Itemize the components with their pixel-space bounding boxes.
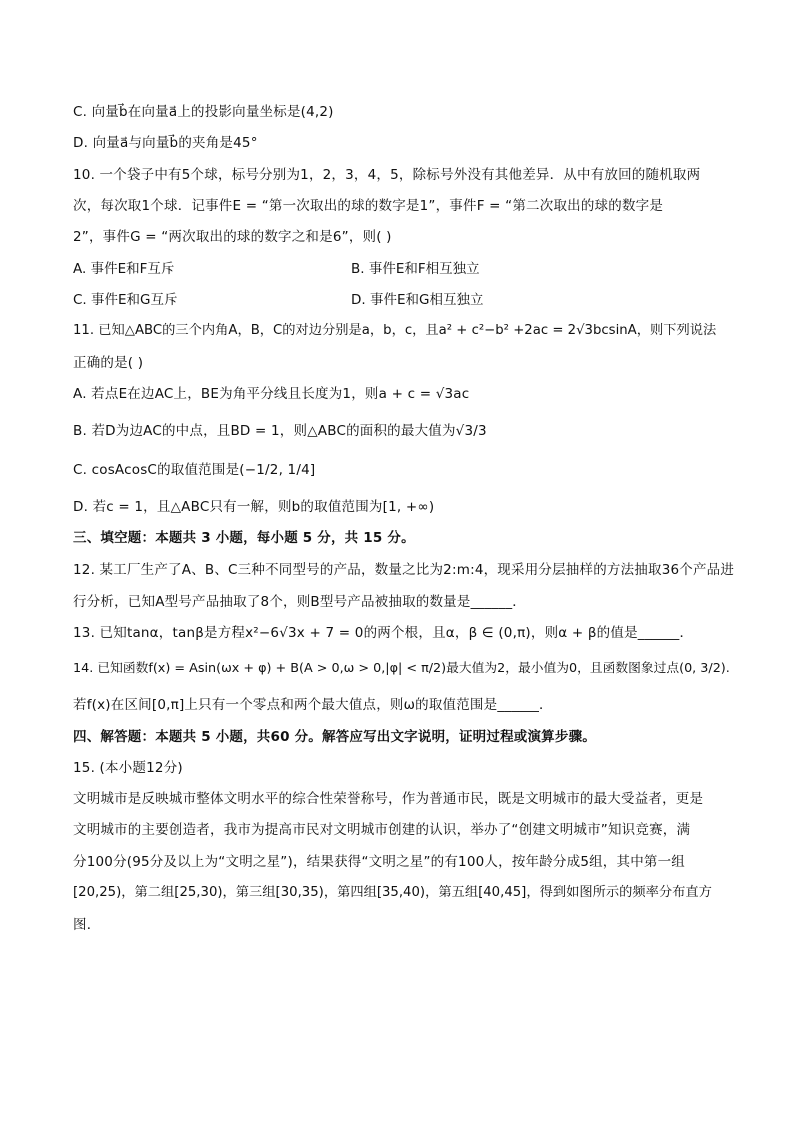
q11-stem-line2: 正确的是( ) [73,355,144,371]
section-fill-in-heading: 三、填空题：本题共 3 小题，每小题 5 分，共 15 分。 [73,530,415,546]
q10-option-c: C. 事件E和G互斥 [73,292,178,308]
q10-stem-line2: 次，每次取1个球．记事件E = “第一次取出的球的数字是1”，事件F = “第二次取出的球的数字是 [73,198,664,214]
q10-stem-line1: 10. 一个袋子中有5个球，标号分别为1，2，3，4，5，除标号外没有其他差异．从中有放回的随机取两 [73,167,701,183]
q12-line1: 12. 某工厂生产了A、B、C三种不同型号的产品，数量之比为2:m:4，现采用分层抽样的方法抽取36个产品进 [73,562,735,578]
q11-option-b: B. 若D为边AC的中点，且BD = 1，则△ABC的面积的最大值为√3/3 [73,423,487,439]
q11-option-c: C. cosAcosC的取值范围是(−1/2, 1/4] [73,462,316,478]
q11-option-d: D. 若c = 1，且△ABC只有一解，则b的取值范围为[1, +∞) [73,499,435,515]
q15-para-line4: [20,25)，第二组[25,30)，第三组[30,35)，第四组[35,40)，第五组[40,45]，得到如图所示的频率分布直方 [73,885,712,900]
section-answer-heading: 四、解答题：本题共 5 小题，共60 分。解答应写出文字说明，证明过程或演算步骤。 [73,729,596,745]
q10-option-b: B. 事件E和F相互独立 [351,261,480,277]
q15-para-line1: 文明城市是反映城市整体文明水平的综合性荣誉称号，作为普通市民，既是文明城市的最大受益者，更是 [73,791,704,807]
q15-para-line5: 图． [73,917,101,933]
q10-stem-line3: 2”，事件G = “两次取出的球的数字之和是6”，则( ) [73,229,392,245]
q10-option-d: D. 事件E和G相互独立 [351,292,484,308]
q10-option-a: A. 事件E和F互斥 [73,261,175,277]
q12-line2: 行分析，已知A型号产品抽取了8个，则B型号产品被抽取的数量是______． [73,594,526,610]
q15-heading: 15. (本小题12分) [73,760,183,776]
q9-option-c: C. 向量b⃗在向量a⃗上的投影向量坐标是(4,2) [73,104,334,120]
q14-line1: 14. 已知函数f(x) = Asin(ωx + φ) + B(A > 0,ω > 0,|φ| < π/2)最大值为2，最小值为0，且函数图象过点(0, 3/2). [73,661,730,676]
q14-line2: 若f(x)在区间[0,π]上只有一个零点和两个最大值点，则ω的取值范围是______． [73,697,553,713]
q15-para-line3: 分100分(95分及以上为“文明之星”)，结果获得“文明之星”的有100人，按年龄分成5组，其中第一组 [73,854,686,870]
q15-para-line2: 文明城市的主要创造者，我市为提高市民对文明城市创建的认识，举办了“创建文明城市”知识竞赛，满 [73,822,691,838]
q13-line: 13. 已知tanα，tanβ是方程x²−6√3x + 7 = 0的两个根，且α，β ∈ (0,π)，则α + β的值是______． [73,625,694,641]
q11-stem-line1: 11. 已知△ABC的三个内角A，B，C的对边分别是a，b，c，且a² + c²−b² +2ac = 2√3bcsinA，则下列说法 [73,323,717,338]
q11-option-a: A. 若点E在边AC上，BE为角平分线且长度为1，则a + c = √3ac [73,386,470,402]
q9-option-d: D. 向量a⃗与向量b⃗的夹角是45° [73,135,258,151]
